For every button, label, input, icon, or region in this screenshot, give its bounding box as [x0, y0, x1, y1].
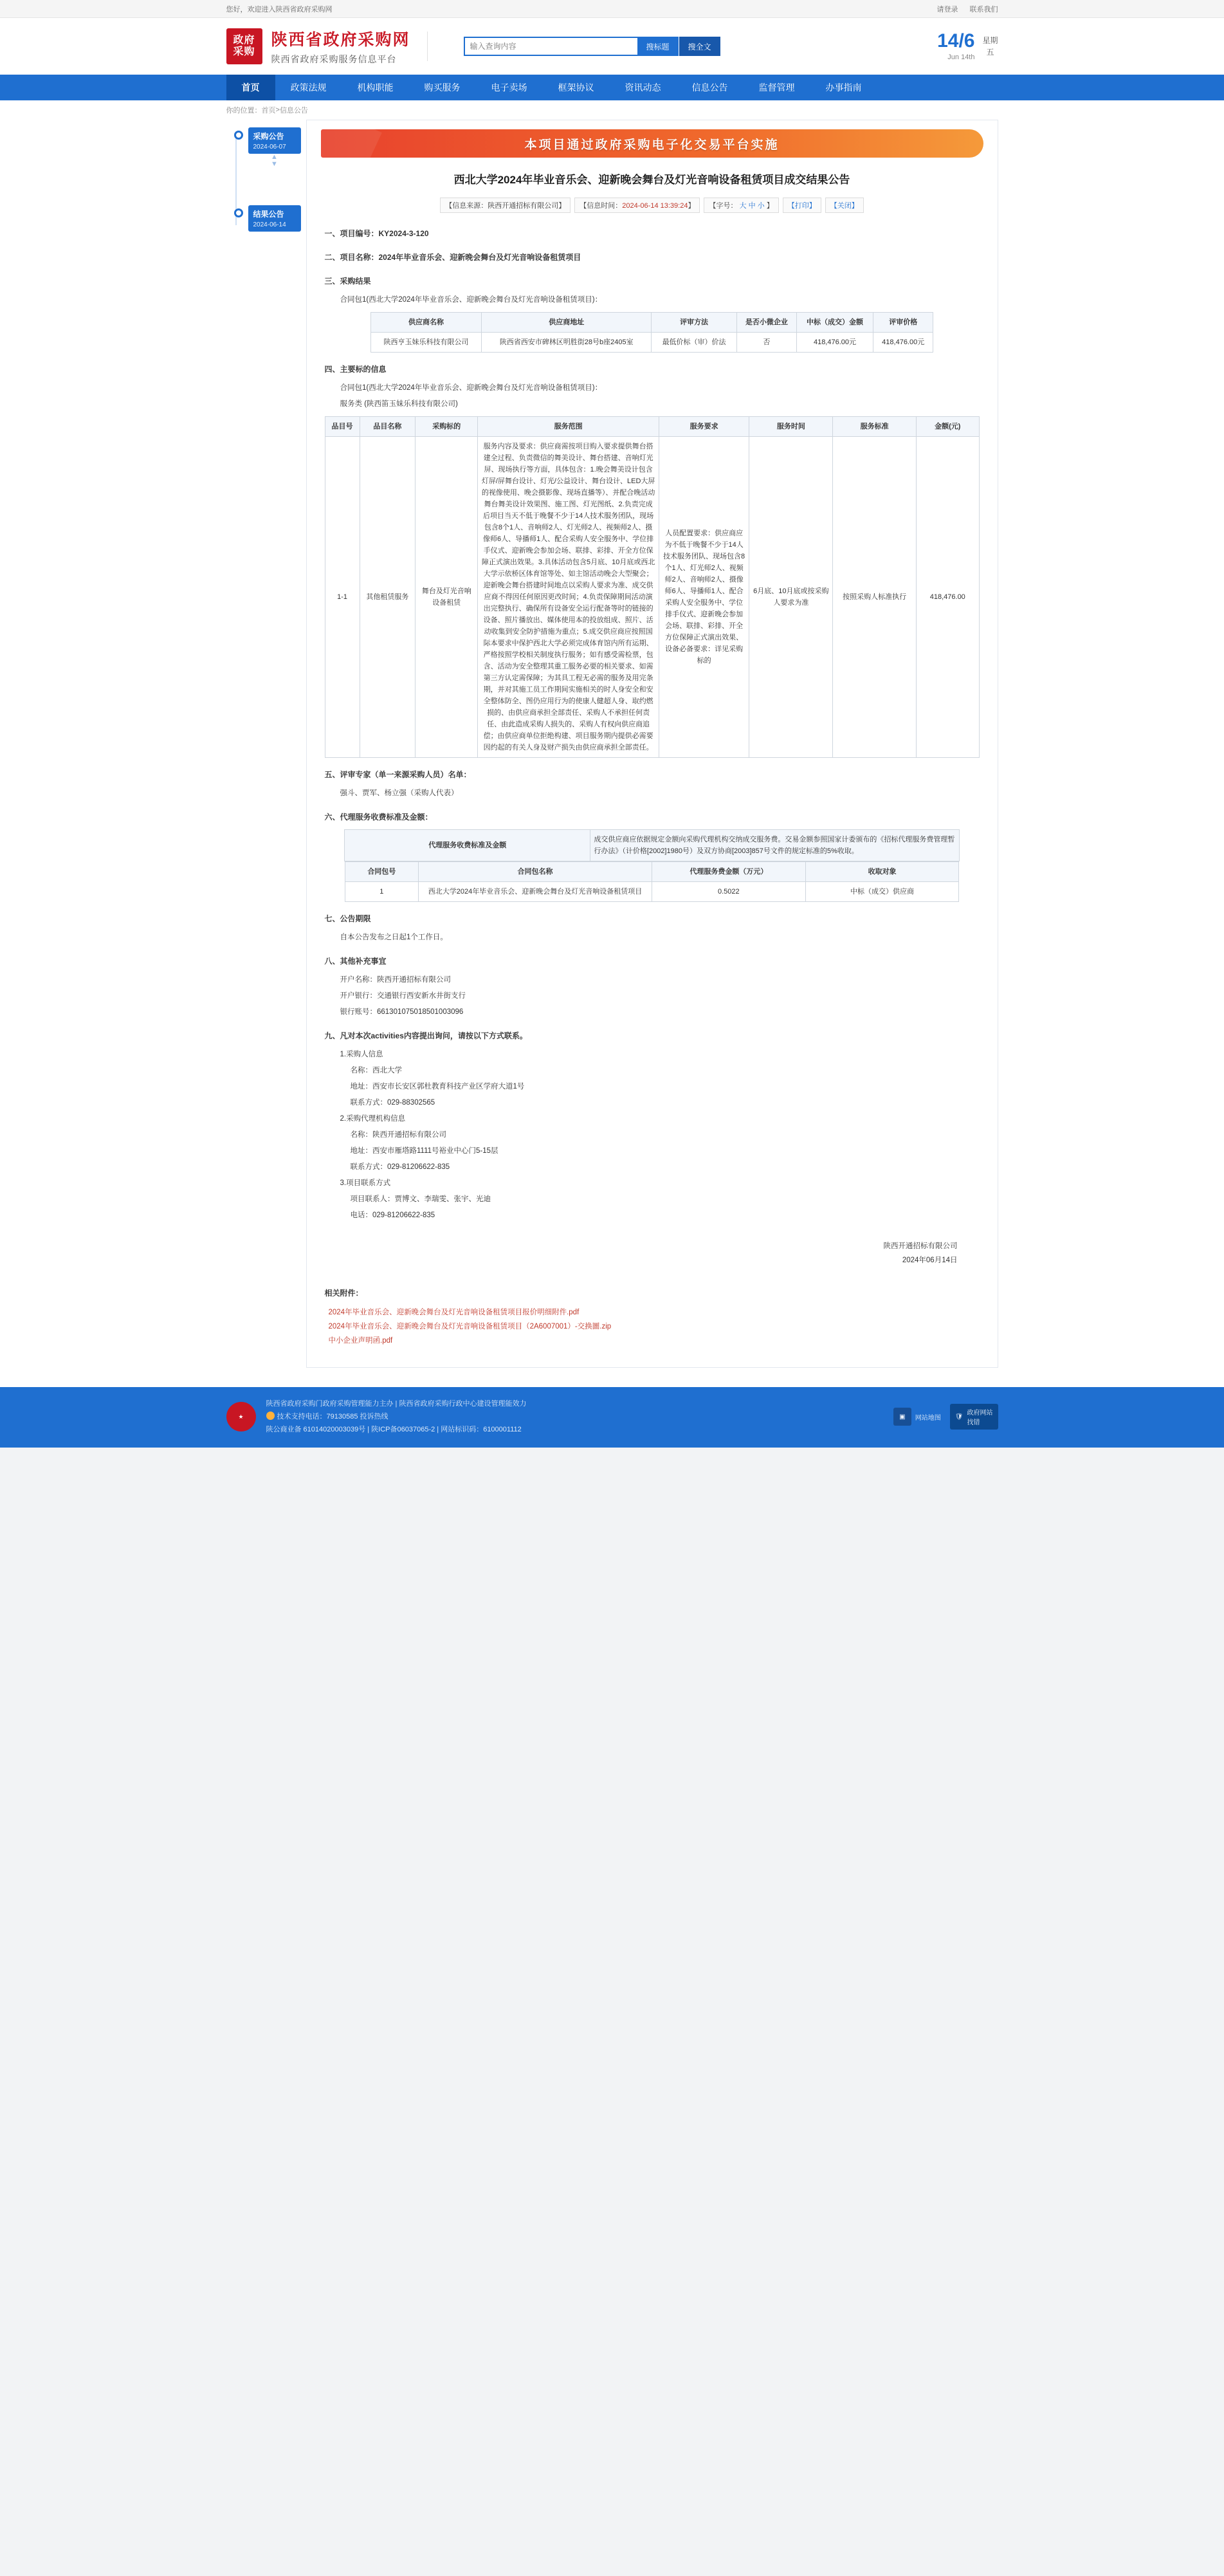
article-meta: [307, 198, 998, 213]
section-5-body: 强斗、贾军、杨立强（采购人代表）: [340, 789, 459, 797]
purchaser-contact: 联系方式：029-88302565: [350, 1099, 435, 1107]
cell-is-sme: 否: [736, 333, 796, 353]
site-title-block: [271, 27, 410, 66]
standard-table: [325, 416, 980, 758]
section-8-heading: 八、其他补充事宜: [324, 957, 387, 966]
col-item-no: 品目号: [325, 417, 360, 437]
section-9-heading: 九、凡对本次activities内容提出询问，请按以下方式联系。: [324, 1031, 527, 1040]
cell-supplier-name: 陕西亨玉妹乐科技有限公司: [370, 333, 482, 353]
breadcrumb-prefix: 你的位置：: [226, 107, 262, 115]
header-divider: [427, 32, 428, 61]
timeline-dot-icon: [234, 208, 243, 217]
timeline-dot-icon: [234, 131, 243, 140]
article-panel: [306, 120, 998, 1368]
section-8-line-3: 银行账号：661301075018501003096: [340, 1008, 464, 1016]
footer-line-1: 陕西省政府采购门政府采购管理能力主办 | 陕西省政府采购行政中心建设管理能效力: [266, 1400, 527, 1408]
shield-icon: 🛡: [955, 1413, 964, 1421]
section-7-body: 自本公告发布之日起1个工作日。: [340, 934, 448, 941]
date-month: 6: [964, 30, 975, 51]
agency-contact: 联系方式：029-81206622-835: [350, 1163, 450, 1171]
site-header: [0, 18, 1224, 75]
breadcrumb-sep: >: [275, 106, 280, 114]
search-input[interactable]: [464, 37, 637, 56]
timeline-item-notice[interactable]: [229, 127, 302, 168]
result-table: [370, 312, 933, 353]
nav-item-framework[interactable]: 框架协议: [558, 82, 594, 93]
national-emblem-icon: ★: [226, 1402, 256, 1431]
gov-badge-line-1: 政府网站: [967, 1410, 993, 1417]
nav-item-home[interactable]: 首页: [226, 75, 275, 100]
footer-phone-block: [266, 1410, 388, 1423]
cell-contract-name: 西北大学2024年毕业音乐会、迎新晚会舞台及灯光音响设备租赁项目: [419, 882, 652, 902]
footer-phone-note: 投诉热线: [360, 1413, 388, 1421]
cell-service-time: 6月底、10月底或按采购人要求为准: [749, 437, 833, 758]
sidebar-item-date: 2024-06-07: [253, 143, 286, 151]
nav-item-purchase-service[interactable]: 购买服务: [424, 82, 461, 93]
table-header-row: [345, 830, 960, 861]
col-review-method: 评审方法: [652, 313, 737, 333]
cell-requirement: 人员配置要求：供应商应为不低于晚餐不少于14人技术服务团队、现场包含8个1人、灯光师2人、视频师2人、音响师2人、摄像师6人、导播师1人、配合采购人安全服务中、学位排手仪式、迎新晚会参加会场、联排、彩排、开全方位保障正式演出效果、设备必备要求：详见采购标的: [659, 437, 749, 758]
date-widget: [937, 32, 998, 61]
cell-fee-payer: 中标（成交）供应商: [805, 882, 959, 902]
font-medium-button[interactable]: 中: [748, 202, 756, 210]
section-4-subtitle-2: 服务类 (陕西笛玉妹乐科技有限公司): [340, 400, 458, 408]
logo-line-1: 政府: [233, 35, 255, 46]
agency-address: 地址：西安市雁塔路1111号裕业中心门5-15层: [350, 1147, 498, 1155]
sitemap-label: 网站地图: [915, 1414, 941, 1422]
gov-badge-line-2: 找错: [967, 1419, 980, 1426]
col-supplier-name: 供应商名称: [370, 313, 482, 333]
breadcrumb-announcements[interactable]: 信息公告: [279, 107, 308, 115]
platform-banner: [321, 129, 983, 158]
project-contact-persons: 项目联系人：贾博文、李瑞雯、张宇、光迪: [350, 1195, 491, 1203]
col-contract-no: 合同包号: [345, 862, 419, 882]
project-contact-heading: 3.项目联系方式: [340, 1179, 391, 1187]
close-button[interactable]: [825, 198, 864, 213]
sidebar-item-label: 采购公告: [253, 132, 284, 141]
section-3-subtitle: 合同包1(西北大学2024年毕业音乐会、迎新晚会舞台及灯光音响设备租赁项目)：: [340, 296, 603, 304]
print-label: 【打印】: [787, 202, 816, 210]
table-header-row: [345, 862, 959, 882]
login-link[interactable]: 请登录: [936, 5, 958, 14]
signature-org: 陕西开通招标有限公司: [883, 1242, 958, 1250]
cell-service-standard: 按照采购人标准执行: [833, 437, 917, 758]
footer-phone-label: 技术支持电话：: [277, 1413, 327, 1421]
nav-item-supervision[interactable]: 监督管理: [758, 82, 795, 93]
footer-badges: [893, 1404, 998, 1430]
phone-icon: [266, 1412, 275, 1420]
table-row: [370, 333, 933, 353]
greeting-text: 您好，欢迎进入陕西省政府采购网: [226, 5, 333, 14]
site-footer: [0, 1387, 1224, 1448]
banner-text: 本项目通过政府采购电子化交易平台实施: [524, 138, 780, 152]
cell-item-name: 其他租赁服务: [360, 437, 416, 758]
date-english: Jun 14th: [947, 53, 975, 61]
sidebar: [226, 120, 302, 1368]
agency-name: 名称：陕西开通招标有限公司: [350, 1131, 446, 1139]
section-8-line-2: 开户银行：交通银行西安新水井街支行: [340, 992, 466, 1000]
table-header-row: [370, 313, 933, 333]
table-header-row: [325, 417, 979, 437]
nav-item-functions[interactable]: 机构职能: [357, 82, 394, 93]
font-small-button[interactable]: 小: [757, 202, 765, 210]
cell-review-method: 最低价标（审）价法: [652, 333, 737, 353]
meta-source-end: 】: [558, 202, 566, 210]
cell-review-price: 418,476.00元: [873, 333, 933, 353]
fontsize-end: 】: [766, 202, 774, 210]
print-button[interactable]: [783, 198, 821, 213]
cell-item-no: 1-1: [325, 437, 360, 758]
sidebar-item-date: 2024-06-14: [253, 221, 286, 228]
section-2-heading: 二、项目名称：2024年毕业音乐会、迎新晚会舞台及灯光音响设备租赁项目: [324, 253, 581, 262]
announcement-timeline: [226, 127, 302, 232]
attachments-list: [325, 1305, 980, 1348]
col-contract-name: 合同包名称: [419, 862, 652, 882]
agency-fee-table: [344, 829, 960, 902]
cell-scope: 服务内容及要求：供应商需按项目购入要求提供舞台搭建全过程、负责微信的舞美设计、舞台搭建、音响灯光屏、现场执行等方面，具体包含：1.晚会舞美设计包含灯屏/屏舞台设计、灯光/公益设计、舞台设计、LED大屏的视像使用、晚会摄影像、现场直播等）、并配合晚活动舞台舞美设计效果图、施工图、灯光图纸、2.负责完成后项目当天不低于晚餐不少于14人技术服务团队，现场包含8个1人、音响师2人、灯光师2人、视频师2人、摄像师6人、导播师1人、配合采购人安全服务中、学位排手仪式、迎新晚会参加会场、联排、彩排、开全方位保障正式演出效果。3.具体活动包含5月底、10月底或西北大学示依桥区体育馆等处、如主馆活动晚会大型聚会；迎新晚会舞台搭建时间地点以采购人要求为准、成交供应商不得因任何原因更改时间；4.负责保障期间活动演出完整执行、确保所有设备安全运行配备等时的链接的设备、照片播放出、媒体使用本的投放组成、照片、活动收集到安全防护措施为重点；5.成交供应商应按照国际本要求中保护西北大学必须完成体育馆内所有运期、严格按照学校相关制度执行服务；如有感受需检票，包含、活动为安全整理其重工服务必要的相关要求、如需第三方认定需保障；为其具工程无必需的服务及用完条期，并对其施工员工作期间实施相关的时人身安全和安全整体防全、图仍应用行为的使康人健超人身、取约燃损的、由供应商承担全部责任、采购人不承担任何责任、由此造成采购人损失的、采购人有权向供应商追偿；由供应商单位拒绝构建、项目服务期内提供必需要因约起的有关人身及财产损失由供应商承担全部责任。: [478, 437, 659, 758]
attachment-link[interactable]: 2024年毕业音乐会、迎新晚会舞台及灯光音响设备租赁项目（2A6007001）-交换圖.zip: [328, 1323, 612, 1330]
qr-code-icon: ▣: [893, 1408, 911, 1426]
section-8-line-1: 开户名称：陕西开通招标有限公司: [340, 976, 451, 984]
table-row: [325, 437, 979, 758]
content-area: [226, 120, 998, 1387]
col-award-amount: 中标（成交）金额: [796, 313, 873, 333]
footer-line-3: 陕公商业备 61014020003039号 | 陕ICP备06037065-2 | 网站标识码：6100001112: [266, 1426, 522, 1433]
col-is-sme: 是否小微企业: [736, 313, 796, 333]
gov-website-badge[interactable]: [950, 1404, 998, 1430]
table-row: [345, 882, 959, 902]
agency-heading: 2.采购代理机构信息: [340, 1115, 406, 1123]
project-contact-phone: 电话：029-81206622-835: [350, 1211, 435, 1219]
section-7-heading: 七、公告期限: [324, 914, 371, 923]
logo-line-2: 采购: [233, 46, 255, 57]
footer-text: [266, 1397, 883, 1436]
search-title-button[interactable]: 搜标题: [637, 37, 679, 56]
breadcrumb-home[interactable]: 首页: [261, 107, 276, 115]
col-fee-standard: 代理服务收费标准及金额: [345, 830, 590, 861]
col-fee-rule: 成交供应商应依据规定金额向采购代理机构交纳成交服务费。交易金额参照国家计委颁布的《招标代理服务费管理暂行办法》（计价格[2002]1980号）及双方协商[2003]857号文件的规定标准的5%收取。: [590, 830, 960, 861]
date-slash: /: [958, 30, 964, 51]
chevron-updown-icon[interactable]: ▲ ▼: [271, 153, 278, 168]
search-fulltext-button[interactable]: 搜全文: [679, 37, 720, 56]
purchaser-name: 名称：西北大学: [350, 1067, 402, 1074]
contact-link[interactable]: 联系我们: [969, 5, 998, 14]
breadcrumb: [226, 100, 998, 120]
weekday-label: 星期: [982, 36, 998, 45]
section-4-subtitle: 合同包1(西北大学2024年毕业音乐会、迎新晚会舞台及灯光音响设备租赁项目)：: [340, 384, 603, 392]
section-6-heading: 六、代理服务收费标准及金额：: [324, 813, 433, 822]
gov-badge-box: [950, 1404, 998, 1430]
search-area: [464, 37, 720, 56]
meta-time-end: 】: [688, 202, 695, 210]
cell-fee-amount: 0.5022: [652, 882, 805, 902]
attachment-link[interactable]: 中小企业声明函.pdf: [328, 1337, 393, 1345]
nav-item-announcements[interactable]: 信息公告: [691, 82, 728, 93]
meta-source-value: 陕西开通招标有限公司: [488, 202, 559, 210]
meta-fontsize: [704, 198, 778, 213]
table-row: [345, 861, 960, 903]
section-1-heading: 一、项目编号：KY2024-3-120: [324, 229, 429, 238]
col-review-price: 评审价格: [873, 313, 933, 333]
col-requirement: 服务要求: [659, 417, 749, 437]
purchaser-address: 地址：西安市长安区郭杜教育科技产业区学府大道1号: [350, 1083, 525, 1090]
section-4-heading: 四、主要标的信息: [324, 365, 387, 374]
attachment-link[interactable]: 2024年毕业音乐会、迎新晚会舞台及灯光音响设备租赁项目报价明细附件.pdf: [328, 1309, 580, 1316]
nav-item-emall[interactable]: 电子卖场: [491, 82, 527, 93]
date-day: 14: [937, 30, 959, 51]
col-service-time: 服务时间: [749, 417, 833, 437]
nav-item-news[interactable]: 资讯动态: [625, 82, 661, 93]
attachments-title: 相关附件：: [324, 1289, 363, 1298]
signature-date: 2024年06月14日: [902, 1256, 958, 1264]
close-label: 【关闭】: [830, 202, 859, 210]
weekday-value: 五: [986, 48, 994, 57]
section-3-heading: 三、采购结果: [324, 277, 371, 286]
footer-phone: 79130585: [326, 1413, 358, 1421]
purchaser-heading: 1.采购人信息: [340, 1051, 383, 1058]
site-logo[interactable]: [226, 28, 262, 64]
site-name: 陕西省政府采购网: [271, 31, 410, 49]
meta-source: [440, 198, 571, 213]
cell-supplier-address: 陕西省西安市碑林区明胜街28号b座2405室: [482, 333, 652, 353]
col-subject: 采购标的: [416, 417, 478, 437]
col-fee-amount: 代理服务费金额（万元）: [652, 862, 805, 882]
fontsize-label: 【字号：: [709, 202, 738, 210]
nav-item-guide[interactable]: 办事指南: [825, 82, 862, 93]
site-subtitle: 陕西省政府采购服务信息平台: [271, 54, 397, 64]
section-5-heading: 五、评审专家（单一来源采购人员）名单：: [324, 770, 471, 779]
timeline-item-result[interactable]: [229, 205, 302, 232]
col-service-standard: 服务标准: [833, 417, 917, 437]
cell-subject: 舞台及灯光音响设备租赁: [416, 437, 478, 758]
meta-time-value: 2024-06-14 13:39:24: [622, 202, 688, 210]
sidebar-item-label: 结果公告: [253, 210, 284, 219]
nav-item-policy[interactable]: 政策法规: [290, 82, 327, 93]
cell-contract-no: 1: [345, 882, 419, 902]
meta-source-label: 【信息来源：: [445, 202, 488, 210]
sitemap-badge[interactable]: [893, 1408, 941, 1426]
page-title: 西北大学2024年毕业音乐会、迎新晚会舞台及灯光音响设备租赁项目成交结果公告: [453, 174, 850, 186]
col-item-name: 品目名称: [360, 417, 416, 437]
col-supplier-address: 供应商地址: [482, 313, 652, 333]
utility-bar: [0, 0, 1224, 18]
signature-block: [325, 1239, 958, 1267]
col-scope: 服务范围: [478, 417, 659, 437]
cell-amount: 418,476.00: [917, 437, 979, 758]
meta-time-label: 【信息时间：: [580, 202, 623, 210]
main-nav: [0, 75, 1224, 100]
col-amount: 金额(元): [917, 417, 979, 437]
cell-award-amount: 418,476.00元: [796, 333, 873, 353]
col-fee-payer: 收取对象: [805, 862, 959, 882]
font-large-button[interactable]: 大: [739, 202, 747, 210]
article-body: [325, 227, 980, 1348]
meta-time: [574, 198, 700, 213]
